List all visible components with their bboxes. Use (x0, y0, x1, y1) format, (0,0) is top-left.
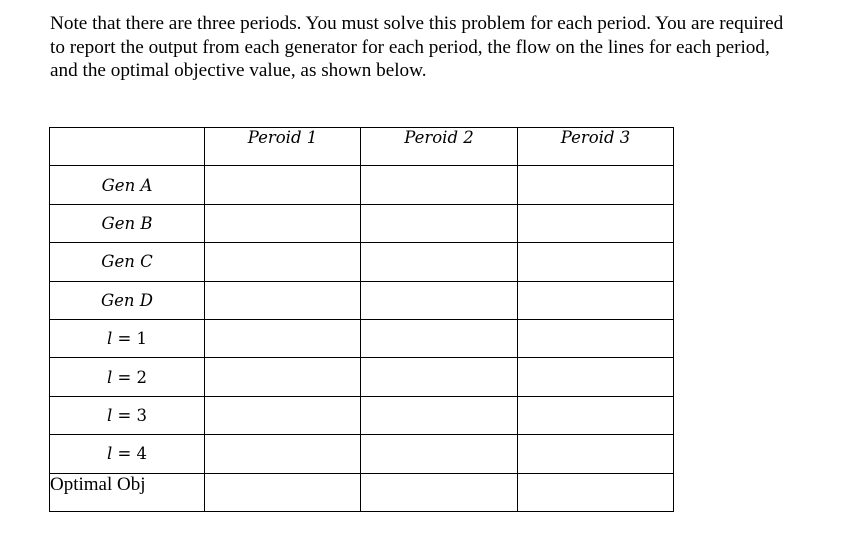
line-number: 3 (136, 405, 148, 425)
row-label-line-4 (50, 435, 205, 473)
line-4-period-3-cell[interactable] (518, 435, 674, 473)
row-label-gen-a: Gen A (50, 166, 205, 204)
line-variable: l (106, 329, 113, 349)
line-2-period-1-cell[interactable] (205, 358, 361, 396)
row-label-gen-d: Gen D (50, 281, 205, 319)
column-header-period-1: Peroid 1 (205, 128, 361, 166)
line-2-period-3-cell[interactable] (518, 358, 674, 396)
column-header-period-3: Peroid 3 (518, 128, 674, 166)
equals-sign: = (112, 367, 137, 387)
gen-c-period-1-cell[interactable] (205, 243, 361, 281)
table-row (50, 319, 674, 357)
line-4-period-2-cell[interactable] (361, 435, 518, 473)
gen-a-period-3-cell[interactable] (518, 166, 674, 204)
row-label-line-1 (50, 319, 205, 357)
equals-sign: = (112, 444, 137, 464)
header-row (50, 128, 674, 166)
equals-sign: = (112, 329, 137, 349)
gen-d-period-1-cell[interactable] (205, 281, 361, 319)
row-label-optimal-obj: Optimal Obj (50, 473, 205, 511)
line-3-period-3-cell[interactable] (518, 396, 674, 434)
line-4-period-1-cell[interactable] (205, 435, 361, 473)
line-2-period-2-cell[interactable] (361, 358, 518, 396)
instructions-paragraph: Note that there are three periods. You must solve this problem for each period. You are required to report the output from each generator for each period, the flow on the lines for each period, and the optimal objective value, as shown below. (50, 13, 784, 81)
results-table (49, 127, 674, 512)
table-row (50, 435, 674, 473)
gen-b-period-2-cell[interactable] (361, 204, 518, 242)
corner-cell (50, 128, 205, 166)
gen-a-period-2-cell[interactable] (361, 166, 518, 204)
gen-d-period-3-cell[interactable] (518, 281, 674, 319)
gen-a-period-1-cell[interactable] (205, 166, 361, 204)
table-row (50, 358, 674, 396)
line-variable: l (106, 444, 113, 464)
line-number: 2 (136, 367, 148, 387)
column-header-period-2: Peroid 2 (361, 128, 518, 166)
line-1-period-1-cell[interactable] (205, 319, 361, 357)
table-row (50, 281, 674, 319)
table-row (50, 473, 674, 511)
line-variable: l (106, 367, 113, 387)
line-1-period-3-cell[interactable] (518, 319, 674, 357)
table-row (50, 204, 674, 242)
line-number: 4 (136, 444, 148, 464)
gen-c-period-3-cell[interactable] (518, 243, 674, 281)
line-variable: l (106, 405, 113, 425)
table-row (50, 396, 674, 434)
row-label-gen-b: Gen B (50, 204, 205, 242)
objective-period-2-cell[interactable] (361, 473, 518, 511)
line-3-period-2-cell[interactable] (361, 396, 518, 434)
line-1-period-2-cell[interactable] (361, 319, 518, 357)
objective-period-1-cell[interactable] (205, 473, 361, 511)
gen-b-period-3-cell[interactable] (518, 204, 674, 242)
table-row (50, 243, 674, 281)
line-3-period-1-cell[interactable] (205, 396, 361, 434)
table-row (50, 166, 674, 204)
line-number: 1 (136, 329, 148, 349)
gen-c-period-2-cell[interactable] (361, 243, 518, 281)
equals-sign: = (112, 405, 137, 425)
objective-period-3-cell[interactable] (518, 473, 674, 511)
row-label-line-3 (50, 396, 205, 434)
gen-b-period-1-cell[interactable] (205, 204, 361, 242)
gen-d-period-2-cell[interactable] (361, 281, 518, 319)
row-label-gen-c: Gen C (50, 243, 205, 281)
row-label-line-2 (50, 358, 205, 396)
